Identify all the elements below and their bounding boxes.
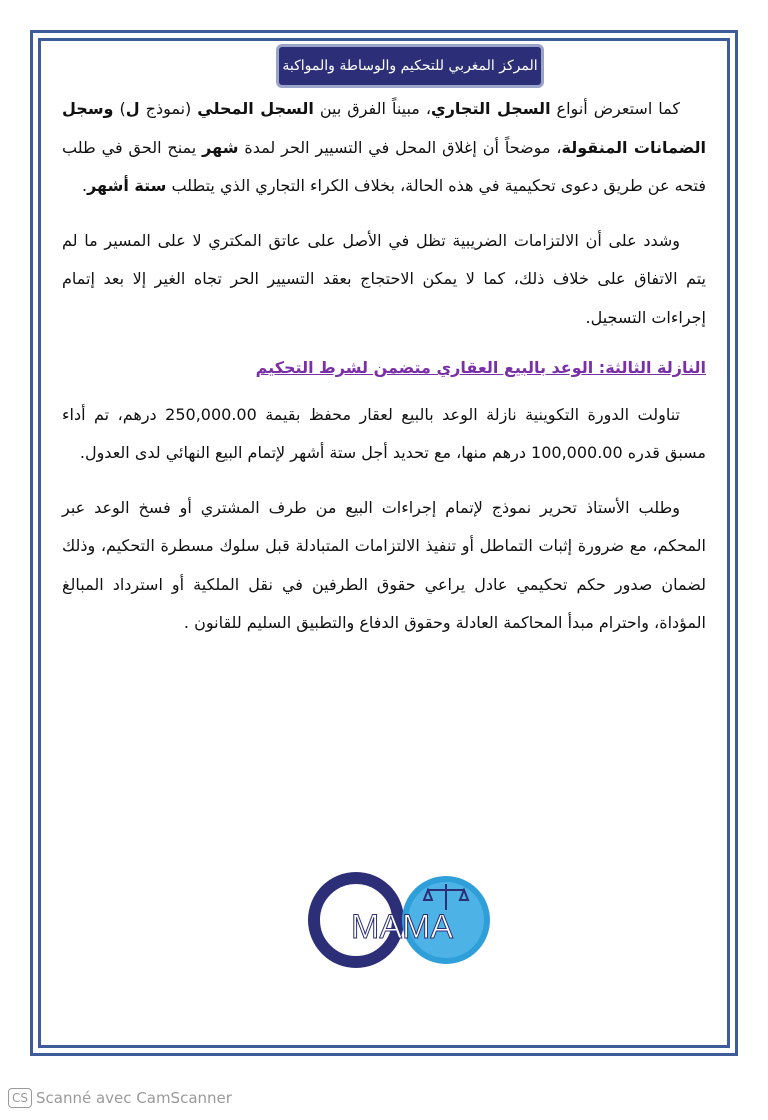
p1-bold-6: ستة أشهر bbox=[87, 176, 167, 195]
p1-text-4: ) bbox=[113, 99, 126, 118]
footer-text: Scanné avec CamScanner bbox=[36, 1089, 232, 1107]
p1-text-6: يمنح الحق في طلب فتحه عن طريق دعوى تحكيمية في هذه الحالة، بخلاف الكراء التجاري الذي يتطلب bbox=[62, 137, 706, 195]
document-body bbox=[62, 90, 706, 643]
p1-bold-3: ل bbox=[125, 99, 140, 118]
p1-text-7: . bbox=[82, 176, 88, 195]
paragraph-1 bbox=[62, 90, 706, 206]
p1-text-5: ، موضحاً أن إغلاق المحل في التسيير الحر لمدة bbox=[238, 137, 562, 157]
p1-bold-4: وسجل الضمانات المنقولة bbox=[62, 99, 707, 157]
header-banner bbox=[276, 44, 544, 88]
paragraph-3: تناولت الدورة التكوينية نازلة الوعد بالبيع لعقار محفظ بقيمة 250,000.00 درهم، تم أداء مسبق قدره 100,000.00 درهم منها، مع تحديد أجل ستة أشهر لإتمام البيع النهائي لدى العدول. bbox=[62, 404, 706, 462]
p1-text-3: (نموذج bbox=[139, 99, 198, 118]
paragraph-2: وشدد على أن الالتزامات الضريبية تظل في الأصل على عاتق المكتري لا على المسير ما لم يتم الاتفاق على خلاف ذلك، كما لا يمكن الاحتجاج بعقد التسيير الحر تجاه الغير إلا بعد إتمام إجراءات التسجيل. bbox=[62, 230, 706, 327]
p1-text-1: كما استعرض أنواع bbox=[550, 99, 681, 118]
p1-text-2: ، مبيناً الفرق بين bbox=[313, 99, 432, 118]
p1-bold-1: السجل التجاري bbox=[431, 99, 551, 118]
camscanner-icon: CS bbox=[8, 1088, 32, 1108]
logo-text: MAMA bbox=[351, 908, 453, 946]
p1-bold-5: شهر bbox=[202, 137, 239, 157]
scanner-footer bbox=[8, 1088, 232, 1108]
section-heading: النازلة الثالثة: الوعد بالبيع العقاري متضمن لشرط التحكيم bbox=[255, 358, 706, 377]
mama-logo bbox=[306, 870, 496, 970]
p1-bold-2: السجل المحلي bbox=[197, 99, 314, 118]
paragraph-4: وطلب الأستاذ تحرير نموذج لإتمام إجراءات البيع من طرف المشتري أو فسخ الوعد عبر المحكم، مع ضرورة إثبات التماطل أو تنفيذ الالتزامات المتبادلة قبل سلوك مسطرة التحكيم، وذلك لضمان صدور حكم تحكيمي عادل يراعي حقوق الطرفين في نقل الملكية أو استرداد المبالغ المؤداة، واحترام مبدأ المحاكمة العادلة وحقوق الدفاع والتطبيق السليم للقانون . bbox=[62, 497, 706, 632]
banner-title: المركز المغربي للتحكيم والوساطة والمواكبة bbox=[282, 58, 538, 74]
